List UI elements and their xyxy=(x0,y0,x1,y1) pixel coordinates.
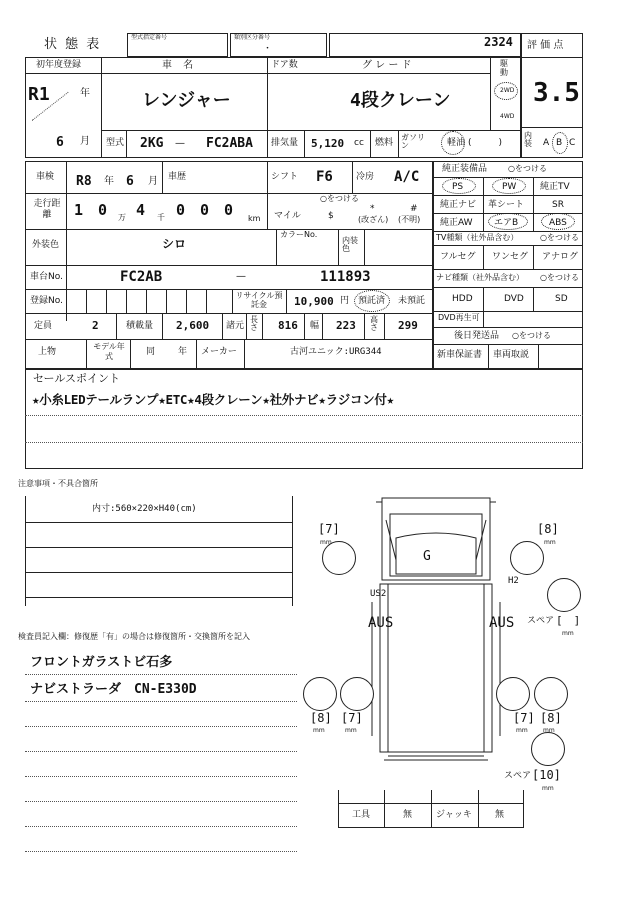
notes-label: 注意事項・不具合箇所 xyxy=(18,479,98,488)
mileage-digit-6: 0 xyxy=(224,201,234,219)
mm-rri: mm xyxy=(516,727,528,734)
tread-rear-left-inner: [7] xyxy=(341,711,363,725)
spare-tire-1 xyxy=(547,578,581,612)
bed-size: 内寸:560×220×H40(cm) xyxy=(92,504,197,514)
mileage-digit-5: 0 xyxy=(200,201,210,219)
mark-aus-left: AUS xyxy=(368,615,394,631)
upper-label: 上物 xyxy=(38,347,57,357)
star-note: (改ざん) xyxy=(358,215,389,224)
first-reg-era: R1 xyxy=(28,84,50,105)
year-label: 年 xyxy=(178,347,188,357)
mark-h2: H2 xyxy=(508,576,519,586)
inspection-label: 車検 xyxy=(36,172,55,182)
mileage-label: 走行距離 xyxy=(33,199,61,220)
interior-grade-c: C xyxy=(569,138,576,148)
drive-label: 駆動 xyxy=(500,59,508,77)
model-prefix: 2KG xyxy=(140,136,164,151)
model-label: 型式 xyxy=(106,138,125,148)
tread-rear-right-outer: [8] xyxy=(540,711,562,725)
upper-maker: 古河ユニック:URG344 xyxy=(290,347,382,357)
shift-label: シフト xyxy=(271,172,299,182)
first-reg-month-unit: 月 xyxy=(80,136,90,147)
mileage-digit-4: 0 xyxy=(176,201,186,219)
wheel-rear-left-inner xyxy=(340,677,374,711)
same-label: 同 xyxy=(146,347,156,357)
navi-type-note: ○をつける xyxy=(540,273,579,282)
wheel-rear-right-outer xyxy=(534,677,568,711)
capacity-label: 定員 xyxy=(34,321,53,331)
ac: A/C xyxy=(394,169,420,185)
grade: 4段クレーン xyxy=(350,90,451,111)
warranty: 新車保証書 xyxy=(437,350,483,360)
first-reg-label: 初年度登録 xyxy=(36,60,82,70)
reg-no-label: 登録No. xyxy=(30,296,63,306)
tv-type-label: TV種類（社外品含む） xyxy=(436,233,519,242)
mileage-digit-1: 1 xyxy=(74,201,84,219)
grade-label: グ レ ー ド xyxy=(362,60,412,71)
equip-tv: 純正TV xyxy=(540,182,570,192)
mileage-man-unit: 万 xyxy=(118,213,126,222)
capacity: 2 xyxy=(92,319,99,332)
mileage-digit-2: 0 xyxy=(98,201,108,219)
tv-type-note: ○をつける xyxy=(540,233,579,242)
tv-analog: アナログ xyxy=(542,252,579,262)
later-send-note: ○をつける xyxy=(512,331,551,340)
length: 816 xyxy=(278,319,298,332)
width-label: 幅 xyxy=(310,321,320,331)
inspector-line-1: フロントガラストビ石多 xyxy=(30,655,173,670)
maker-label: メーカー xyxy=(201,347,237,357)
drive-2wd-circle xyxy=(494,82,518,100)
fuel-light-oil: 軽油 xyxy=(447,138,466,148)
wheel-rear-right-inner xyxy=(496,677,530,711)
equip-navi: 純正ナビ xyxy=(440,200,477,210)
equip-abs: ABS xyxy=(549,218,567,228)
displacement: 5,120 xyxy=(311,137,345,150)
score-value: 3.5 xyxy=(533,78,580,108)
navi-hdd: HDD xyxy=(452,294,473,304)
mm-rro: mm xyxy=(543,727,555,734)
hash-mark: # xyxy=(410,204,418,214)
equip-leather: 革シート xyxy=(488,200,525,210)
length-label: 長さ xyxy=(250,315,258,332)
tools-label: 工具 xyxy=(352,810,371,820)
tread-rear-right-inner: [7] xyxy=(513,711,535,725)
drive-2wd: 2WD xyxy=(500,87,515,94)
mileage-sen-unit: 千 xyxy=(157,213,165,222)
color-no-label: カラーNo. xyxy=(280,230,318,239)
mark-us2: US2 xyxy=(370,589,387,599)
interior-grade-circle xyxy=(552,132,568,154)
hash-note: (不明) xyxy=(398,215,421,224)
interior-color-label: 内装色 xyxy=(342,236,358,253)
interior-grade-a: A xyxy=(543,138,550,148)
tools-value: 無 xyxy=(403,810,413,820)
wheel-front-left xyxy=(322,541,356,575)
first-reg-year-unit: 年 xyxy=(80,88,90,99)
sheet-number: 2324 xyxy=(484,35,513,49)
sales-label: セールスポイント xyxy=(33,372,121,385)
model-dash: — xyxy=(175,138,185,149)
tv-oneseg: ワンセグ xyxy=(492,252,529,262)
model: FC2ABA xyxy=(206,136,253,151)
dims-label: 諸元 xyxy=(226,321,245,331)
dvd-play: DVD再生可 xyxy=(438,313,480,322)
inspector-line-2: ナビストラーダ CN-E330D xyxy=(30,682,197,697)
score-label: 評 価 点 xyxy=(527,40,564,51)
mark-aus-right: AUS xyxy=(489,615,515,631)
fuel-other: ( ) xyxy=(468,138,503,148)
jack-value: 無 xyxy=(495,810,505,820)
equip-airbag-circle xyxy=(488,213,528,230)
car-name-label: 車 名 xyxy=(162,60,198,71)
category-label: 類別区分番号 xyxy=(234,34,271,41)
star-mark: * xyxy=(370,204,375,214)
recycle-not: 未預託 xyxy=(398,296,426,306)
load: 2,600 xyxy=(176,319,210,332)
type-designation-label: 型式指定番号 xyxy=(131,34,168,41)
interior-label: 内装 xyxy=(524,131,532,148)
equip-ps-circle xyxy=(442,178,476,194)
equip-pw-circle xyxy=(492,178,526,194)
yen-unit: 円 xyxy=(340,296,350,306)
recycle-deposited-circle xyxy=(354,290,390,312)
spare-2-value: [10] xyxy=(532,768,561,782)
spare-1-value: [ ] xyxy=(556,614,581,627)
load-label: 積載量 xyxy=(126,321,154,331)
later-send: 後日発送品 xyxy=(454,331,500,341)
tread-rear-left-outer: [8] xyxy=(310,711,332,725)
fuel-gasoline: ガソリン xyxy=(401,133,425,150)
navi-sd: SD xyxy=(555,294,568,304)
equip-abs-circle xyxy=(541,213,575,230)
page-title: 状 態 表 xyxy=(44,37,102,52)
recycle-deposited: 預託済 xyxy=(358,296,386,306)
equip-pw: PW xyxy=(502,182,517,192)
width: 223 xyxy=(336,319,356,332)
navi-dvd: DVD xyxy=(504,294,524,304)
height-label: 高さ xyxy=(370,315,378,332)
chassis-model: FC2AB xyxy=(120,269,163,285)
tread-front-right: [8] xyxy=(537,522,559,536)
mark-g: G xyxy=(423,549,431,564)
height: 299 xyxy=(398,319,418,332)
drive-4wd: 4WD xyxy=(500,113,515,120)
fuel-label: 燃料 xyxy=(375,138,394,148)
mark-label: ○をつける xyxy=(320,194,359,203)
mm-rlo: mm xyxy=(313,727,325,734)
mm-rli: mm xyxy=(345,727,357,734)
mileage-digit-3: 4 xyxy=(136,201,146,219)
first-reg-month: 6 xyxy=(56,135,64,150)
recycle-label: リサイクル預託金 xyxy=(235,291,283,310)
shift: F6 xyxy=(316,169,333,185)
mm-fl: mm xyxy=(320,539,332,546)
mm-fr: mm xyxy=(544,539,556,546)
equip-airbag: エアB xyxy=(494,218,519,228)
wheel-front-right xyxy=(510,541,544,575)
category-value: ・ xyxy=(263,44,273,54)
km-unit: km xyxy=(248,214,261,223)
recycle-amount: 10,900 xyxy=(294,295,334,308)
chassis-number: 111893 xyxy=(320,269,371,285)
inspection-month: 6 xyxy=(126,174,134,189)
interior-grade-b: B xyxy=(556,138,563,148)
fuel-light-oil-circle xyxy=(441,131,465,155)
inspector-label: 検査員記入欄：修復歴「有」の場合は修復箇所・交換箇所を記入 xyxy=(18,632,250,641)
cc-unit: cc xyxy=(354,138,364,148)
equipment-title: 純正装備品 xyxy=(442,164,488,174)
wheel-rear-left-outer xyxy=(303,677,337,711)
equip-ps: PS xyxy=(452,182,464,192)
spare-1-label: スペア xyxy=(527,616,555,626)
ac-label: 冷房 xyxy=(356,172,375,182)
model-year-label: モデル年式 xyxy=(93,342,125,361)
manual: 車両取説 xyxy=(493,350,530,360)
chassis-label: 車台No. xyxy=(30,272,63,282)
doors-label: ドア数 xyxy=(271,60,298,70)
tread-front-left: [7] xyxy=(318,522,340,536)
tv-fullseg: フルセグ xyxy=(440,252,476,262)
equip-sr: SR xyxy=(552,200,564,210)
equipment-note: ○をつける xyxy=(508,164,547,173)
inspection-year-unit: 年 xyxy=(104,176,114,187)
history-label: 車歴 xyxy=(168,172,187,182)
inspection-era: R8 xyxy=(76,174,92,189)
spare-2-label: スペア xyxy=(504,771,532,781)
dollar-mark: $ xyxy=(328,211,334,221)
navi-type-label: ナビ種類（社外品含む） xyxy=(436,273,524,282)
color: シロ xyxy=(162,237,187,251)
mile-label: マイル xyxy=(274,211,301,221)
car-name: レンジャー xyxy=(142,90,231,111)
equip-aw: 純正AW xyxy=(440,218,473,228)
jack-label: ジャッキ xyxy=(436,810,472,820)
displacement-label: 排気量 xyxy=(271,138,299,148)
mm-spare2: mm xyxy=(542,785,554,792)
spare-tire-2 xyxy=(531,732,565,766)
color-label: 外装色 xyxy=(32,240,60,250)
mm-spare1: mm xyxy=(562,630,574,637)
chassis-dash: — xyxy=(236,271,246,282)
sales-text: ★小糸LEDテールランプ★ETC★4段クレーン★社外ナビ★ラジコン付★ xyxy=(32,392,394,407)
inspection-month-unit: 月 xyxy=(148,176,158,187)
